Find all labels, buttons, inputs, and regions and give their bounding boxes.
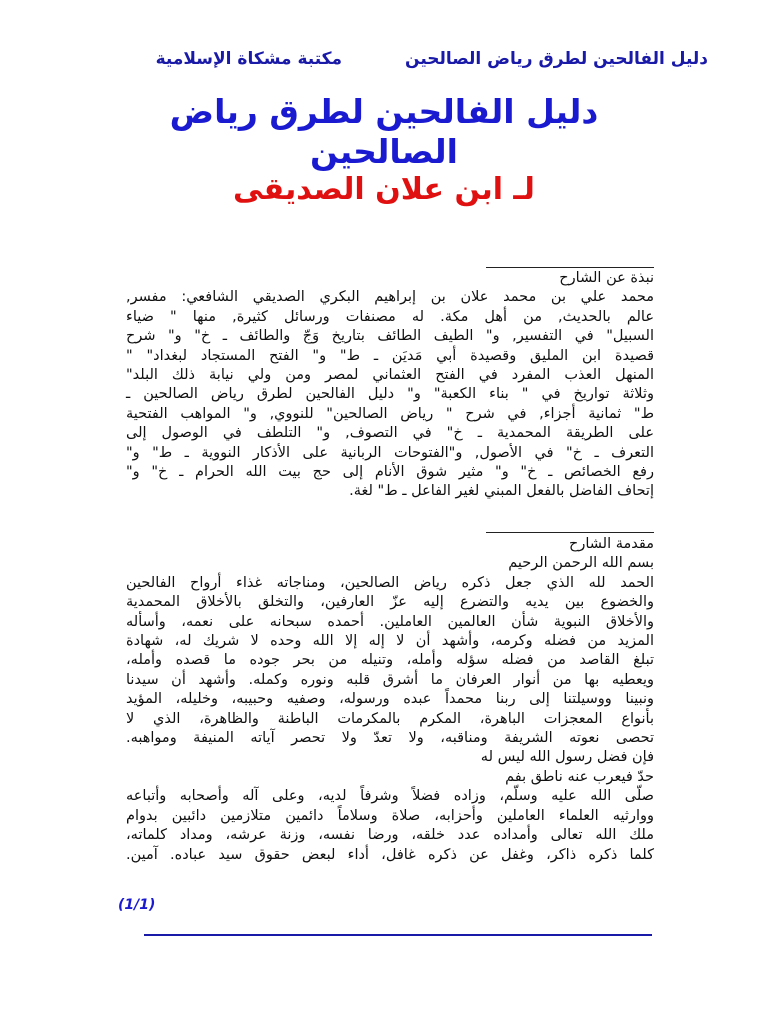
section-divider-intro (486, 532, 654, 533)
intro-line: الحمد لله الذي جعل ذكره رياض الصالحين، ومناجاته غذاء أرواح الفالحين (126, 574, 654, 591)
bio-line: محمد علي بن محمد علان بن إبراهيم البكري الصديقي الشافعي: مفسر, (126, 289, 654, 306)
bio-line: عالم بالحديث, من أهل مكة. له مصنفات ورسائل كثيرة, منها " ضياء (126, 308, 654, 325)
page-number: (1/1) (118, 897, 156, 913)
intro-line: والخضوع بين يديه والتضرع إليه عزّ العارفين، والتخلق بالأخلاق المحمدية (126, 594, 654, 611)
intro-line: المزيد من فضله وكرمه، وأشهد أن لا إله إلا الله وحده لا شريك له، شهادة (126, 633, 654, 650)
intro-line: والأخلاق النبوية شأن العالمين العاملين. أحمده سبحانه على نعمه، وأسأله (126, 613, 654, 630)
bio-heading: نبذة عن الشارح (559, 270, 654, 286)
running-header (128, 48, 708, 71)
bio-line: السبيل" في التفسير, و" الطيف الطائف بتاريخ وَجّ والطائف ـ خ" و" شرح (126, 328, 654, 345)
intro-section (126, 535, 654, 865)
book-title-line-1: دليل الفالحين لطرق رياض (169, 92, 599, 131)
intro-line: تحصى نعوته الشريفة ومناقبه، ولا تعدّ ولا تحصر آياته المنيفة ومواهبه. (126, 730, 654, 747)
intro-line: ويعطيه بها من أنوار العرفان ما أشرق قلبه ونوره وكمله. وأشهد أن سيدنا (126, 671, 654, 688)
section-divider-bio (486, 267, 654, 268)
book-title (110, 92, 658, 172)
intro-heading: مقدمة الشارح (568, 536, 654, 552)
library-name: مكتبة مشكاة الإسلامية (155, 49, 343, 69)
bio-line: المنهل العذب المفرد في الفتح العثماني لمصر ومن ولي نيابة ذلك البلد" (126, 367, 654, 384)
intro-line: ونبينا ووسيلتنا إلى ربنا محمداً عبده ورسوله، وصفيه وحبيبه، وخليله، المؤيد (126, 691, 654, 708)
closing-line: ملك الله تعالى وأمداده عدد خلقه، ورضا نفسه، وزنة عرشه، ومداد كلماته، (126, 827, 654, 844)
bio-line: قصيدة ابن المليق وقصيدة أبي مَديَن ـ ط" و" الفتح المستجاد لبغداد" " (126, 347, 654, 364)
bio-section (126, 269, 654, 502)
bio-line: ط" ثمانية أجزاء, في شرح " رياض الصالحين" للنووي, و" المواهب الفتحية (126, 405, 654, 422)
verse-line-1: فإن فضل رسول الله ليس له (480, 749, 654, 766)
bio-line: التعرف ـ خ" في الأصول, و"الفتوحات الربانية على الأذكار النووية ـ ط" و" (126, 444, 654, 461)
intro-line: تبلغ القاصد من فضله سؤله وأمله، وتنيله من بحر جوده ما قصده وأمله، (126, 652, 654, 669)
bio-line: وثلاثة تواريخ في " بناء الكعبة" و" دليل الفالحين لطرق رياض الصالحين ـ (126, 386, 654, 403)
author-name: لـ ابن علان الصديقى (233, 172, 535, 207)
closing-line: ووارثيه العلماء العاملين وأحزابه، صلاة وسلاماً دائمين متلازمين دائبين بدوام (126, 807, 654, 824)
bio-line: رفع الخصائص ـ خ" و" مثير شوق الأنام إلى حج بيت الله الحرام ـ خ" و" (126, 464, 654, 481)
bio-line: إتحاف الفاضل بالفعل المبني لغير الفاعل ـ ط" لغة. (349, 483, 654, 500)
bio-line: على الطريقة المحمدية ـ خ" في التصوف, و" التلطف في الوصول إلى (126, 425, 654, 442)
intro-line: بأنواع المعجزات الباهرة، المكرم بالمكرمات الباطنة والظاهرة، الذي لا (126, 710, 654, 727)
verse-line-2: حدّ فيعرب عنه ناطق بفم (505, 768, 654, 785)
closing-line: كلما ذكره ذاكر، وغفل عن ذكره غافل، أداء لبعض حقوق سيد عباده. آمين. (126, 846, 654, 863)
book-title-line-2: الصالحين (310, 132, 458, 171)
closing-line: صلّى الله عليه وسلّم، وزاده فضلاً وشرفاً لديه، وعلى آله وأصحابه وأتباعه (126, 788, 654, 805)
running-title: دليل الفالحين لطرق رياض الصالحين (405, 49, 708, 69)
footer-rule (144, 934, 652, 936)
basmala: بسم الله الرحمن الرحيم (508, 555, 654, 572)
